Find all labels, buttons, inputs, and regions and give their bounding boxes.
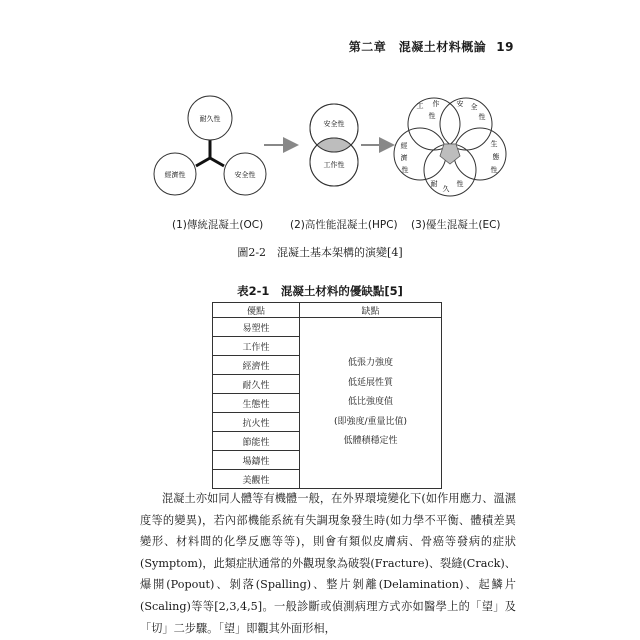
- ec-dur-2: 久: [442, 185, 450, 193]
- advantage-cell: 工作性: [213, 337, 300, 356]
- hpc-workability-label: 工作性: [323, 161, 345, 169]
- ec-econ-3: 性: [401, 166, 409, 174]
- disadvantage-item: 低延展性質: [347, 377, 393, 388]
- pros-cons-table: [212, 302, 442, 489]
- page-number: 19: [496, 40, 514, 54]
- oc-durability-label: 耐久性: [199, 115, 221, 123]
- hpc-diagram: [310, 104, 358, 186]
- ec-work-2: 作: [432, 100, 440, 108]
- oc-diagram: [154, 96, 266, 195]
- ec-econ-1: 經: [400, 142, 408, 150]
- advantage-cell: 節能性: [213, 432, 300, 451]
- ec-eco-3: 性: [490, 166, 498, 174]
- figure-title: 圖2-2 混凝土基本架構的演變[4]: [237, 246, 403, 259]
- caption-oc: (1)傳統混凝土(OC): [172, 219, 264, 231]
- ec-eco-1: 生: [490, 140, 498, 148]
- advantages-header: 優點: [213, 303, 300, 318]
- disadvantages-cell: [300, 318, 442, 489]
- oc-safety-label: 安全性: [234, 171, 256, 179]
- ec-work-1: 工: [416, 102, 424, 110]
- ec-safe-3: 性: [478, 113, 486, 121]
- disadvantage-item: (即強度/重量比值): [333, 416, 408, 427]
- ec-safe-1: 安: [456, 100, 464, 108]
- table-row: [213, 318, 442, 337]
- advantage-cell: 抗火性: [213, 413, 300, 432]
- chapter-title: 第二章 混凝土材料概論: [348, 40, 487, 54]
- advantage-cell: 經濟性: [213, 356, 300, 375]
- hpc-safety-label: 安全性: [323, 120, 345, 128]
- table-title: 表2-1 混凝土材料的優缺點[5]: [237, 284, 403, 298]
- advantage-cell: 易塑性: [213, 318, 300, 337]
- caption-ec: (3)優生混凝土(EC): [411, 219, 501, 231]
- ec-econ-2: 濟: [400, 154, 408, 162]
- body-paragraph: 混凝土亦如同人體等有機體一般，在外界環境變化下(如作用應力、溫濕度等的變異)，若內部機能系統有失調現象發生時(如力學不平衡、體積差異變形、材料間的化學反應等等)，則會有類似皮膚病、骨癌等發病的症狀(Symptom)，此類症狀通常的外觀現象為破裂(Fracture)、裂縫(Crack)、爆開(Popout)、剝落(Spalling)、整片剝離(Delamination)、起鱗片(Scaling)等等[2,3,4,5]。一般診斷或偵測病理方式亦如醫學上的「望」及「切」二步驟。「望」即觀其外面形相，: [140, 492, 516, 635]
- disadvantage-item: 低比強度值: [347, 397, 393, 408]
- body-text: [140, 488, 516, 639]
- ec-diagram: [394, 98, 506, 196]
- disadvantages-header: 缺點: [300, 303, 442, 318]
- disadvantage-item: 低體積穩定性: [343, 436, 398, 447]
- advantage-cell: 生態性: [213, 394, 300, 413]
- ec-work-3: 性: [428, 112, 436, 120]
- caption-hpc: (2)高性能混凝土(HPC): [290, 219, 398, 231]
- ec-dur-3: 性: [456, 180, 464, 188]
- advantage-cell: 場鑄性: [213, 451, 300, 470]
- oc-economy-label: 經濟性: [164, 171, 186, 179]
- advantage-cell: 美觀性: [213, 470, 300, 489]
- table-header-row: [213, 303, 442, 318]
- ec-dur-1: 耐: [430, 180, 438, 188]
- advantage-cell: 耐久性: [213, 375, 300, 394]
- ec-safe-2: 全: [470, 103, 478, 111]
- ec-eco-2: 態: [492, 153, 500, 161]
- disadvantage-item: 低張力強度: [347, 358, 393, 369]
